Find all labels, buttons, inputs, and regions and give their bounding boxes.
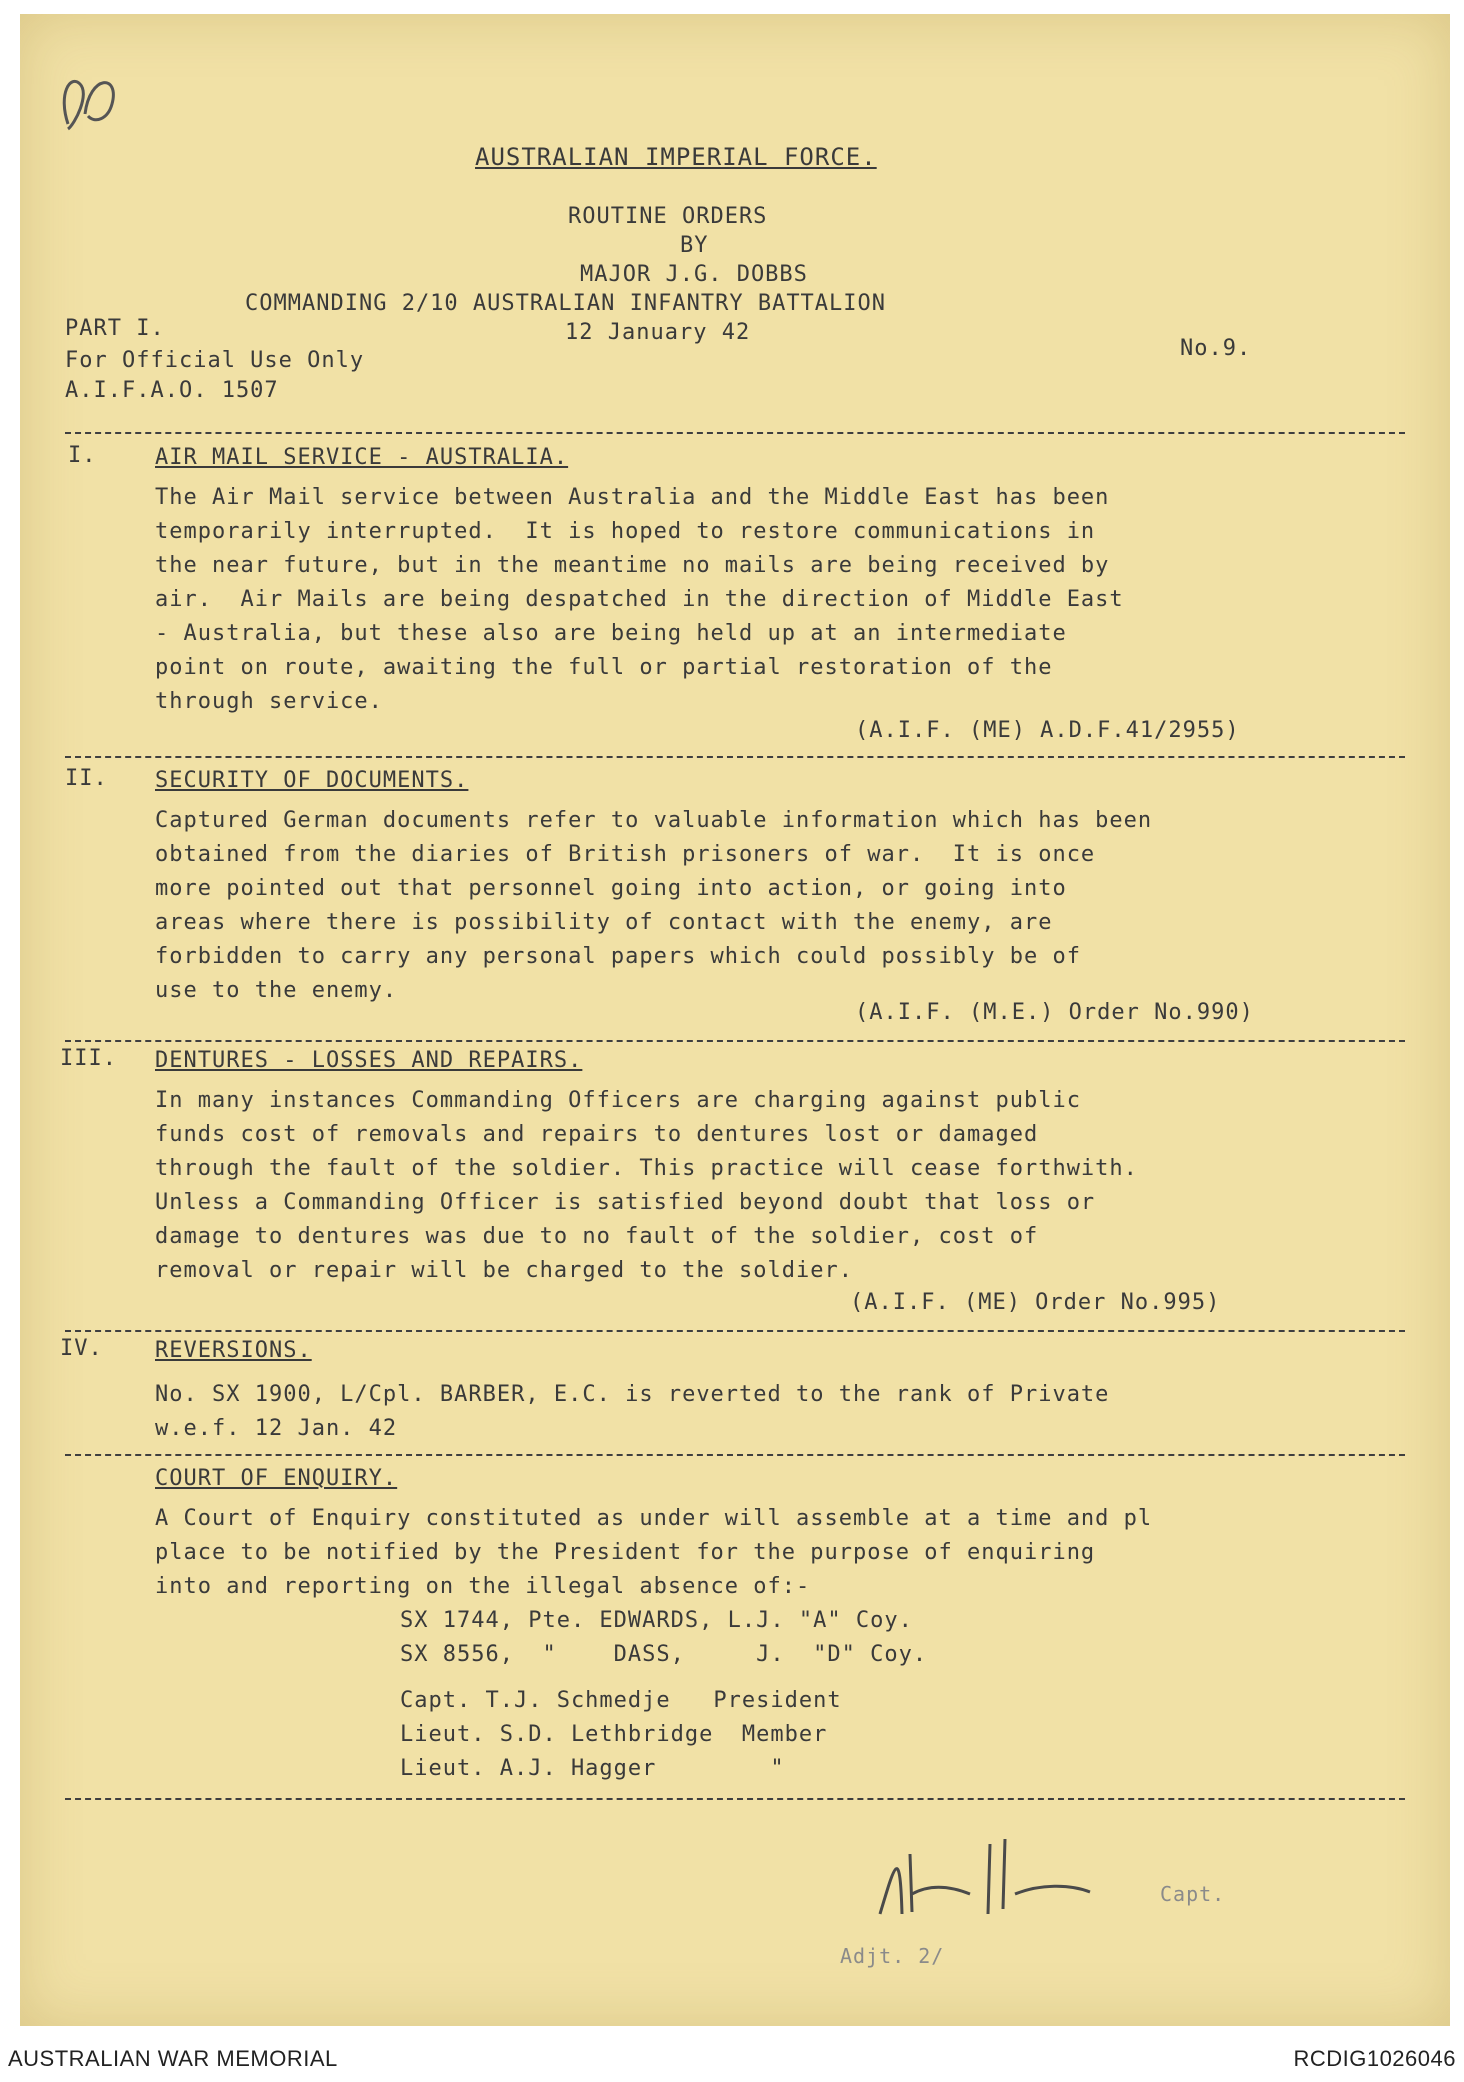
section-line: Captured German documents refer to valuable information which has been bbox=[155, 808, 1153, 833]
footer-institution: AUSTRALIAN WAR MEMORIAL bbox=[8, 2046, 338, 2071]
header-reference: A.I.F.A.O. 1507 bbox=[65, 378, 279, 403]
signature-adjt: Adjt. 2/ bbox=[840, 1944, 945, 1968]
section-line: the near future, but in the meantime no mails are being received by bbox=[155, 553, 1110, 578]
divider bbox=[65, 432, 1405, 434]
section-line: into and reporting on the illegal absence of:- bbox=[155, 1574, 811, 1599]
divider bbox=[65, 1040, 1405, 1042]
order-number: No.9. bbox=[1180, 336, 1252, 361]
section-line: more pointed out that personnel going into action, or going into bbox=[155, 876, 1067, 901]
divider bbox=[65, 1798, 1405, 1800]
section-heading: REVERSIONS. bbox=[155, 1338, 312, 1363]
section-line: place to be notified by the President for the purpose of enquiring bbox=[155, 1540, 1096, 1565]
section-line: - Australia, but these also are being held up at an intermediate bbox=[155, 621, 1067, 646]
section-line: use to the enemy. bbox=[155, 978, 398, 1003]
section-line: point on route, awaiting the full or partial restoration of the bbox=[155, 655, 1053, 680]
enquiry-person: SX 8556, " DASS, J. "D" Coy. bbox=[400, 1642, 928, 1667]
section-heading: SECURITY OF DOCUMENTS. bbox=[155, 768, 469, 793]
section-numeral: I. bbox=[68, 443, 97, 468]
section-line: A Court of Enquiry constituted as under will assemble at a time and pl bbox=[155, 1506, 1153, 1531]
court-member: Capt. T.J. Schmedje President bbox=[400, 1688, 842, 1713]
signature-rank: Capt. bbox=[1160, 1882, 1226, 1906]
divider bbox=[65, 1454, 1405, 1456]
signature-icon bbox=[840, 1824, 1260, 1934]
section-line: Unless a Commanding Officer is satisfied beyond doubt that loss or bbox=[155, 1190, 1096, 1215]
section-line: air. Air Mails are being despatched in the direction of Middle East bbox=[155, 587, 1124, 612]
enquiry-person: SX 1744, Pte. EDWARDS, L.J. "A" Coy. bbox=[400, 1608, 913, 1633]
section-line: The Air Mail service between Australia and the Middle East has been bbox=[155, 485, 1110, 510]
divider bbox=[65, 1330, 1405, 1332]
section-line: removal or repair will be charged to the soldier. bbox=[155, 1258, 854, 1283]
section-line: w.e.f. 12 Jan. 42 bbox=[155, 1416, 398, 1441]
section-numeral: II. bbox=[65, 766, 108, 791]
header-part: PART I. bbox=[65, 316, 165, 341]
section-reference: (A.I.F. (M.E.) Order No.990) bbox=[855, 1000, 1254, 1025]
pencil-annotation-icon bbox=[50, 54, 130, 144]
court-member: Lieut. S.D. Lethbridge Member bbox=[400, 1722, 828, 1747]
section-line: forbidden to carry any personal papers which could possibly be of bbox=[155, 944, 1081, 969]
section-line: obtained from the diaries of British prisoners of war. It is once bbox=[155, 842, 1096, 867]
section-numeral: IV. bbox=[60, 1336, 103, 1361]
section-line: through service. bbox=[155, 689, 383, 714]
court-member: Lieut. A.J. Hagger " bbox=[400, 1756, 785, 1781]
section-heading: COURT OF ENQUIRY. bbox=[155, 1466, 398, 1491]
section-heading: AIR MAIL SERVICE - AUSTRALIA. bbox=[155, 445, 569, 470]
footer-record-id: RCDIG1026046 bbox=[1293, 2046, 1456, 2071]
header-line-unit: COMMANDING 2/10 AUSTRALIAN INFANTRY BATTALION bbox=[245, 291, 887, 316]
section-line: temporarily interrupted. It is hoped to restore communications in bbox=[155, 519, 1096, 544]
archive-footer bbox=[0, 2038, 1464, 2082]
header-official-use: For Official Use Only bbox=[65, 348, 365, 373]
section-line: through the fault of the soldier. This practice will cease forthwith. bbox=[155, 1156, 1138, 1181]
section-reference: (A.I.F. (ME) Order No.995) bbox=[850, 1290, 1221, 1315]
document-title: AUSTRALIAN IMPERIAL FORCE. bbox=[475, 143, 877, 171]
divider bbox=[65, 756, 1405, 758]
section-line: funds cost of removals and repairs to dentures lost or damaged bbox=[155, 1122, 1039, 1147]
header-line-routine-orders: ROUTINE ORDERS bbox=[568, 204, 768, 229]
section-line: damage to dentures was due to no fault of the soldier, cost of bbox=[155, 1224, 1039, 1249]
document-sheet bbox=[20, 14, 1450, 2026]
section-line: In many instances Commanding Officers are charging against public bbox=[155, 1088, 1081, 1113]
header-date: 12 January 42 bbox=[565, 320, 751, 345]
section-line: No. SX 1900, L/Cpl. BARBER, E.C. is reverted to the rank of Private bbox=[155, 1382, 1110, 1407]
section-heading: DENTURES - LOSSES AND REPAIRS. bbox=[155, 1048, 583, 1073]
section-numeral: III. bbox=[60, 1046, 117, 1071]
section-line: areas where there is possibility of contact with the enemy, are bbox=[155, 910, 1053, 935]
header-line-commander: MAJOR J.G. DOBBS bbox=[580, 262, 808, 287]
header-line-by: BY bbox=[680, 233, 709, 258]
section-reference: (A.I.F. (ME) A.D.F.41/2955) bbox=[855, 718, 1240, 743]
